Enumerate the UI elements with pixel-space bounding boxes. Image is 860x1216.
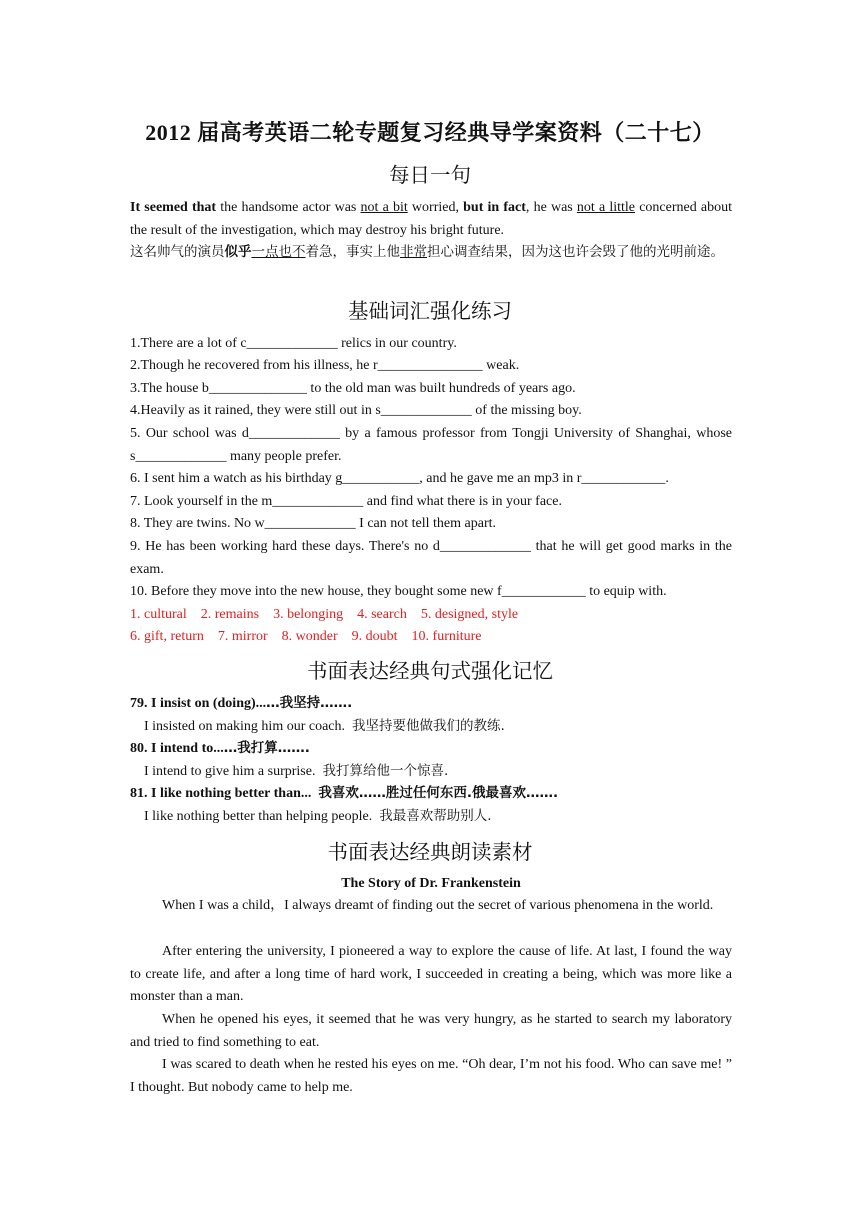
section-heading-vocab: 基础词汇强化练习 [348, 299, 512, 323]
answer-item: 2. remains [200, 607, 260, 622]
pattern-heading [130, 737, 732, 761]
daily-text: , he was [525, 200, 577, 215]
pattern-example-en: I intend to give him a surprise. [144, 764, 316, 779]
daily-cn-bold: 似乎 [224, 244, 252, 260]
daily-text: worried, [407, 200, 464, 215]
pattern-head-en: 81. I like nothing better than... [130, 786, 312, 801]
section-heading-daily: 每日一句 [389, 163, 471, 187]
pattern-head-en: 80. I intend to... [130, 741, 224, 756]
exercise-item: 10. Before they move into the new house, they bought some new f____________ to equip with. [130, 584, 667, 599]
answer-item: 6. gift, return [130, 629, 204, 644]
pattern-example-en: I insisted on making him our coach. [144, 719, 346, 734]
daily-bold-phrase: It seemed that [130, 200, 217, 215]
answer-item: 3. belonging [273, 607, 344, 622]
daily-cn-text: 这名帅气的演员 [130, 244, 225, 260]
story-paragraph: I was scared to death when he rested his eyes on me. “Oh dear, I’m not his food. Who can save me! ” I thought. But nobody came to help me. [130, 1057, 732, 1095]
answer-item: 8. wonder [281, 629, 338, 644]
pattern-heading [130, 692, 732, 716]
document-title: 2012 届高考英语二轮专题复习经典导学案资料（二十七） [145, 120, 715, 145]
daily-cn-underlined: 一点也不 [251, 244, 306, 260]
answer-item: 7. mirror [217, 629, 268, 644]
daily-underlined-phrase: not a bit [360, 200, 408, 215]
answer-item: 4. search [357, 607, 407, 622]
daily-bold-phrase: but in fact [463, 200, 526, 215]
pattern-example [130, 805, 746, 829]
section-heading-reading: 书面表达经典朗读素材 [327, 840, 533, 864]
pattern-head-en: 79. I insist on (doing)... [130, 696, 267, 711]
exercise-item: 6. I sent him a watch as his birthday g___________, and he gave me an mp3 in r____________. [130, 471, 669, 486]
daily-text: concerned about the result of the investigation, which may destroy his bright future. [130, 200, 732, 238]
exercise-item: 7. Look yourself in the m_____________ and find what there is in your face. [130, 494, 562, 509]
exercise-item: 3.The house b______________ to the old man was built hundreds of years ago. [130, 381, 576, 396]
story-paragraph: When he opened his eyes, it seemed that he was very hungry, as he started to search my laboratory and tried to find something to eat. [130, 1012, 732, 1050]
pattern-example-en: I like nothing better than helping people. [144, 809, 373, 824]
pattern-example-cn: 我打算给他一个惊喜. [322, 763, 449, 779]
answer-item: 1. cultural [130, 607, 187, 622]
story-title: The Story of Dr. Frankenstein [341, 876, 521, 891]
pattern-example [130, 760, 746, 784]
exercise-item: 8. They are twins. No w_____________ I can not tell them apart. [130, 516, 496, 531]
daily-cn-underlined: 非常 [400, 244, 427, 260]
exercise-item: 4.Heavily as it rained, they were still out in s_____________ of the missing boy. [130, 403, 582, 418]
pattern-heading [130, 782, 732, 806]
daily-cn-text: 担心调查结果，因为这也许会毁了他的光明前途。 [427, 244, 724, 260]
pattern-head-cn: …我坚持……. [266, 695, 353, 711]
answer-item: 9. doubt [351, 629, 398, 644]
exercise-item: 1.There are a lot of c_____________ relics in our country. [130, 336, 457, 351]
pattern-head-cn: 我喜欢……胜过任何东西.俄最喜欢……. [318, 785, 559, 801]
daily-sentence-chinese [130, 241, 732, 264]
exercise-item: 2.Though he recovered from his illness, he r_______________ weak. [130, 358, 520, 373]
story-paragraph: When I was a child，I always dreamt of finding out the secret of various phenomena in the world. [162, 898, 714, 913]
daily-text: the handsome actor was [216, 200, 361, 215]
daily-underlined-phrase: not a little [576, 200, 636, 215]
daily-cn-text: 着急，事实上他 [305, 244, 400, 260]
answer-key-row-2 [130, 626, 732, 649]
pattern-example-cn: 我坚持要他做我们的教练. [352, 718, 505, 734]
section-heading-patterns: 书面表达经典句式强化记忆 [307, 659, 553, 683]
pattern-example [130, 715, 746, 739]
answer-key-row-1 [130, 604, 732, 627]
story-paragraph: After entering the university, I pioneered a way to explore the cause of life. At last, I found the way to create life, and after a long time of hard work, I succeeded in creating a being, which was more like a monster than a man. [130, 944, 732, 1005]
exercise-item: 9. He has been working hard these days. There's no d_____________ that he will get good marks in the exam. [130, 539, 732, 577]
pattern-example-cn: 我最喜欢帮助别人. [379, 808, 492, 824]
daily-sentence-english [130, 197, 732, 242]
pattern-head-cn: …我打算……. [223, 740, 310, 756]
answer-item: 5. designed, style [420, 607, 519, 622]
answer-item: 10. furniture [411, 629, 482, 644]
exercise-item: 5. Our school was d_____________ by a famous professor from Tongji University of Shanghai, whose s_____________ many people prefer. [130, 426, 732, 464]
